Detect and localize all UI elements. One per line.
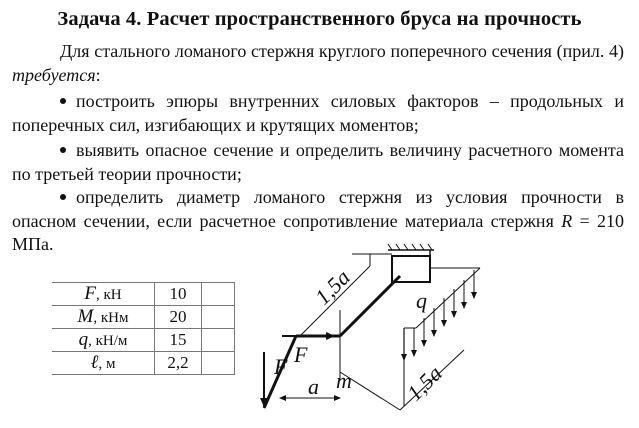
param-value: 15: [155, 329, 202, 352]
bullet-icon: [60, 147, 66, 153]
table-row: [52, 306, 235, 329]
label-15a-right: 1,5a: [401, 360, 447, 406]
table-row: [52, 283, 235, 306]
label-m: m: [336, 368, 352, 393]
label-f-vertical: F: [274, 354, 288, 379]
param-symbol: M: [77, 306, 94, 327]
label-f-horizontal: F: [294, 342, 308, 367]
intro-colon: :: [95, 64, 101, 85]
param-name: [52, 306, 155, 329]
bullet-icon: [60, 98, 66, 104]
bullet-text-2: выявить опасное сечение и определить величину расчетного момента по третьей теории прочности;: [12, 140, 624, 184]
table-empty-cell: [202, 283, 235, 306]
param-name: [52, 283, 155, 306]
param-value: 2,2: [155, 352, 202, 375]
table-row: [52, 329, 235, 352]
task-title: Задача 4. Расчет пространственного бруса на прочность: [57, 8, 582, 30]
param-symbol: F: [84, 283, 96, 304]
distributed-load-arrows: [404, 270, 474, 360]
task-intro: [12, 40, 624, 87]
param-name: [52, 329, 155, 352]
beam-diagram: [252, 240, 512, 420]
param-unit: , кН/м: [88, 333, 128, 349]
table-empty-cell: [202, 352, 235, 375]
bullet-text-3: определить диаметр ломаного стержня из условия прочности в опасном сечении, если расчетное сопротивление материала стержня: [12, 187, 624, 231]
bullet-text-1: построить эпюры внутренних силовых факторов – продольных и поперечных сил, изгибающих и крутящих моментов;: [12, 91, 624, 135]
label-15a-top: 1,5a: [309, 264, 355, 310]
table-row: [52, 352, 235, 375]
intro-text: Для стального ломаного стержня круглого поперечного сечения (прил. 4): [60, 41, 624, 61]
param-symbol: ℓ: [90, 352, 99, 373]
param-unit: , м: [98, 356, 116, 372]
resistance-symbol: R: [561, 210, 573, 231]
param-symbol: q: [78, 329, 89, 350]
bullet-icon: [60, 194, 66, 200]
resistance-value: = 210 МПа.: [12, 210, 625, 254]
bullet-item-2: [12, 139, 624, 186]
table-empty-cell: [202, 306, 235, 329]
label-q: q: [416, 288, 427, 313]
param-name: [52, 352, 155, 375]
table-empty-cell: [202, 329, 235, 352]
param-unit: , кН: [95, 287, 122, 303]
param-value: 10: [155, 283, 202, 306]
bullet-item-1: [12, 90, 624, 137]
param-value: 20: [155, 306, 202, 329]
param-unit: , кНм: [93, 310, 129, 326]
label-a: a: [308, 374, 319, 399]
parameters-table: [52, 282, 235, 375]
intro-emphasis: требуется: [12, 64, 96, 85]
fixed-support-icon: [388, 244, 434, 282]
